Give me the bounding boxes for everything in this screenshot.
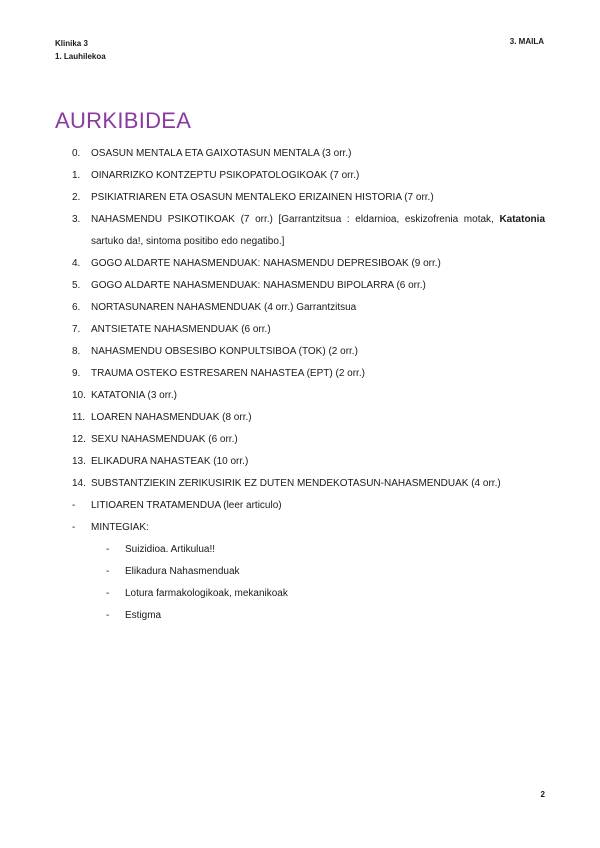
toc-item-bullet: - — [72, 522, 76, 533]
toc-item-11 — [72, 407, 545, 429]
seminar-text: Elikadura Nahasmenduak — [125, 566, 240, 577]
toc-item-text — [91, 209, 545, 253]
seminar-bullet: - — [106, 588, 110, 599]
seminar-text: Estigma — [125, 610, 162, 621]
toc-item-seminars — [72, 517, 545, 539]
toc-item-10 — [72, 385, 545, 407]
seminar-item — [106, 561, 545, 583]
toc-item-8 — [72, 341, 545, 363]
toc-item-text: NAHASMENDU OBSESIBO KONPULTSIBOA (TOK) (2 orr.) — [91, 346, 358, 357]
toc-item-text: ANTSIETATE NAHASMENDUAK (6 orr.) — [91, 324, 271, 335]
toc-item-number: 2. — [72, 192, 81, 203]
toc-item-number: 1. — [72, 170, 81, 181]
toc-item-1 — [72, 165, 545, 187]
table-of-contents — [72, 143, 545, 627]
seminar-bullet: - — [106, 610, 110, 621]
seminar-item — [106, 539, 545, 561]
toc-item-bullet: - — [72, 500, 76, 511]
toc-item-text: TRAUMA OSTEKO ESTRESAREN NAHASTEA (EPT) (2 orr.) — [91, 368, 365, 379]
toc-item-text: SUBSTANTZIEKIN ZERIKUSIRIK EZ DUTEN MENDEKOTASUN-NAHASMENDUAK (4 orr.) — [91, 478, 501, 489]
seminar-bullet: - — [106, 544, 110, 555]
toc-item-text: GOGO ALDARTE NAHASMENDUAK: NAHASMENDU DEPRESIBOAK (9 orr.) — [91, 258, 441, 269]
toc-item-number: 10. — [72, 390, 86, 401]
toc-item-text: ELIKADURA NAHASTEAK (10 orr.) — [91, 456, 249, 467]
toc-item-text: LITIOAREN TRATAMENDUA (leer articulo) — [91, 500, 282, 511]
toc-item-number: 5. — [72, 280, 81, 291]
seminar-item — [106, 605, 545, 627]
term-label: 1. Lauhilekoa — [55, 52, 106, 61]
seminar-text: Suizidioa. Artikulua!! — [125, 544, 216, 555]
toc-item-7 — [72, 319, 545, 341]
toc-item-text: MINTEGIAK: — [91, 522, 149, 533]
toc-item-number: 4. — [72, 258, 81, 269]
toc-item-number: 12. — [72, 434, 86, 445]
course-name: Klinika 3 — [55, 39, 88, 48]
page-number: 2 — [540, 790, 545, 799]
toc-item-9 — [72, 363, 545, 385]
toc-item-13 — [72, 451, 545, 473]
toc-item-text: OINARRIZKO KONTZEPTU PSIKOPATOLOGIKOAK (7 orr.) — [91, 170, 360, 181]
toc-item-0 — [72, 143, 545, 165]
toc-item-number: 6. — [72, 302, 81, 313]
toc-item-text: OSASUN MENTALA ETA GAIXOTASUN MENTALA (3 orr.) — [91, 148, 352, 159]
toc-item-14 — [72, 473, 545, 495]
toc-item-number: 8. — [72, 346, 81, 357]
toc-item-lithium — [72, 495, 545, 517]
toc-item-4 — [72, 253, 545, 275]
toc-item-number: 11. — [72, 412, 86, 423]
page-title: AURKIBIDEA — [55, 108, 192, 133]
toc-item-text: LOAREN NAHASMENDUAK (8 orr.) — [91, 412, 252, 423]
toc-item-number: 9. — [72, 368, 81, 379]
toc-item-number: 3. — [72, 214, 81, 225]
toc-item-number: 14. — [72, 478, 86, 489]
toc-item-text-start: NAHASMENDU PSIKOTIKOAK (7 orr.) [Garrantzitsua : eldarnioa, eskizofrenia motak, — [91, 214, 500, 225]
toc-item-6 — [72, 297, 545, 319]
seminar-text: Lotura farmakologikoak, mekanikoak — [125, 588, 288, 599]
seminar-bullet: - — [106, 566, 110, 577]
toc-item-number: 13. — [72, 456, 86, 467]
toc-item-number: 0. — [72, 148, 81, 159]
toc-item-text-end: sartuko da!, sintoma positibo edo negatibo.] — [91, 236, 285, 247]
page-header-left — [55, 37, 106, 63]
toc-item-5 — [72, 275, 545, 297]
toc-item-text-bold: Katatonia — [499, 214, 545, 225]
seminar-list — [106, 539, 545, 627]
level-label: 3. MAILA — [509, 37, 544, 46]
toc-item-text: NORTASUNAREN NAHASMENDUAK (4 orr.) Garrantzitsua — [91, 302, 357, 313]
toc-item-text: KATATONIA (3 orr.) — [91, 390, 177, 401]
toc-item-2 — [72, 187, 545, 209]
seminar-item — [106, 583, 545, 605]
toc-item-12 — [72, 429, 545, 451]
toc-item-text: PSIKIATRIAREN ETA OSASUN MENTALEKO ERIZAINEN HISTORIA (7 orr.) — [91, 192, 434, 203]
toc-item-text: GOGO ALDARTE NAHASMENDUAK: NAHASMENDU BIPOLARRA (6 orr.) — [91, 280, 426, 291]
toc-item-3 — [72, 209, 545, 253]
toc-item-text: SEXU NAHASMENDUAK (6 orr.) — [91, 434, 238, 445]
toc-item-number: 7. — [72, 324, 81, 335]
